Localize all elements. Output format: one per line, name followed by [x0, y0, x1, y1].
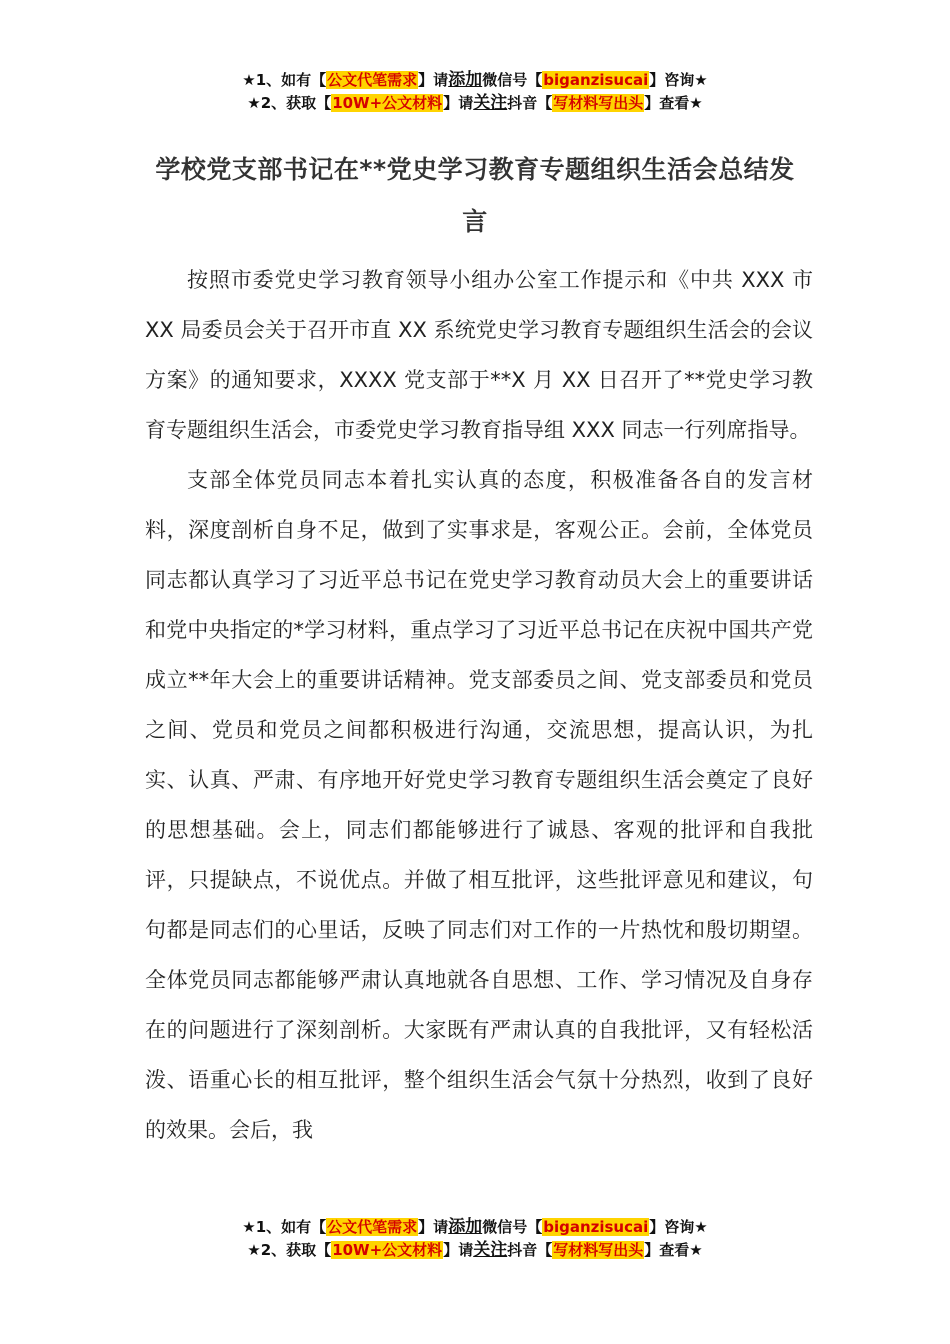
header-banner [0, 69, 950, 115]
highlight-douyin: 写材料写出头 [553, 1241, 644, 1259]
document-title: 学校党支部书记在**党史学习教育专题组织生活会总结发言 [155, 155, 795, 236]
banner-emphasis: 关注 [473, 93, 508, 113]
banner-text: ★2、获取【 [247, 1241, 332, 1259]
banner-text: ★2、获取【 [247, 94, 332, 112]
highlight-materials: 10W+公文材料 [332, 1241, 443, 1259]
banner-text: 抖音【 [507, 94, 553, 112]
highlight-douyin: 写材料写出头 [553, 94, 644, 112]
highlight-materials: 10W+公文材料 [332, 94, 443, 112]
banner-text: 】咨询★ [649, 71, 708, 89]
banner-line-2 [0, 1239, 950, 1262]
highlight-wechat-id: biganzisucai [543, 71, 649, 89]
banner-emphasis: 添加 [448, 1217, 483, 1237]
document-body [145, 255, 813, 1155]
banner-text: 】请 [418, 1218, 449, 1236]
banner-line-2 [0, 92, 950, 115]
banner-text: ★1、如有【 [242, 1218, 327, 1236]
highlight-ghostwriting: 公文代笔需求 [327, 1218, 418, 1236]
banner-text: 】请 [443, 1241, 474, 1259]
banner-text: 】查看★ [644, 1241, 703, 1259]
paragraph: 按照市委党史学习教育领导小组办公室工作提示和《中共 XXX 市 XX 局委员会关于召开市直 XX 系统党史学习教育专题组织生活会的会议方案》的通知要求，XXXX 党支部于**X 月 XX 日召开了**党史学习教育专题组织生活会，市委党史学习教育指导组 XXX 同志一行列席指导。 [145, 268, 813, 442]
banner-text: 微信号【 [482, 71, 543, 89]
banner-text: 微信号【 [482, 1218, 543, 1236]
banner-line-1 [0, 69, 950, 92]
banner-text: 】查看★ [644, 94, 703, 112]
highlight-wechat-id: biganzisucai [543, 1218, 649, 1236]
banner-emphasis: 添加 [448, 70, 483, 90]
banner-line-1 [0, 1216, 950, 1239]
highlight-ghostwriting: 公文代笔需求 [327, 71, 418, 89]
paragraph: 支部全体党员同志本着扎实认真的态度，积极准备各自的发言材料，深度剖析自身不足，做到了实事求是，客观公正。会前，全体党员同志都认真学习了习近平总书记在党史学习教育动员大会上的重要讲话和党中央指定的*学习材料，重点学习了习近平总书记在庆祝中国共产党成立**年大会上的重要讲话精神。党支部委员之间、党支部委员和党员之间、党员和党员之间都积极进行沟通，交流思想，提高认识，为扎实、认真、严肃、有序地开好党史学习教育专题组织生活会奠定了良好的思想基础。会上，同志们都能够进行了诚恳、客观的批评和自我批评，只提缺点，不说优点。并做了相互批评，这些批评意见和建议，句句都是同志们的心里话，反映了同志们对工作的一片热忱和殷切期望。全体党员同志都能够严肃认真地就各自思想、工作、学习情况及自身存在的问题进行了深刻剖析。大家既有严肃认真的自我批评，又有轻松活泼、语重心长的相互批评，整个组织生活会气氛十分热烈，收到了良好的效果。会后，我 [145, 468, 813, 1142]
banner-text: ★1、如有【 [242, 71, 327, 89]
banner-emphasis: 关注 [473, 1240, 508, 1260]
banner-text: 】请 [418, 71, 449, 89]
banner-text: 抖音【 [507, 1241, 553, 1259]
footer-banner [0, 1216, 950, 1262]
banner-text: 】咨询★ [649, 1218, 708, 1236]
banner-text: 】请 [443, 94, 474, 112]
